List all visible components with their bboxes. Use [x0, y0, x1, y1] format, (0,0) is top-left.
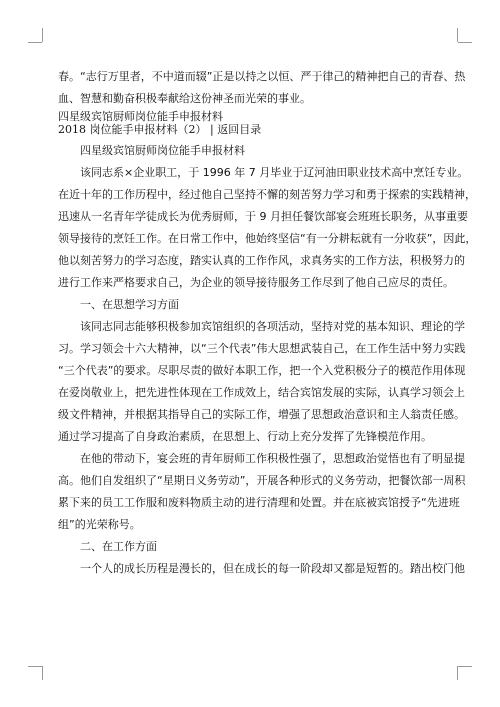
- body-line: 春。“志行万里者，不中道而辍”正是以持之以恒、严于律己的精神把自己的青春、热: [58, 70, 466, 83]
- crop-mark-top-left: [28, 42, 42, 43]
- crop-mark-bottom-left: [28, 666, 42, 667]
- paragraph-line: 在爱岗敬业上，把先进性体现在工作成效上，结合宾馆发展的实际，认真学习领会上: [58, 386, 465, 399]
- paragraph-line: 他以刻苦努力的学习态度，踏实认真的工作作风，求真务实的工作方法，积极努力的: [58, 254, 465, 267]
- body-line: 血、智慧和勤奋积极奉献给这份神圣而光荣的事业。: [58, 92, 311, 105]
- document-heading: 四星级宾馆厨师岗位能手申报材料: [80, 144, 245, 157]
- paragraph-line: 级文件精神，并根据其指导自己的实际工作，增强了思想政治意识和主人翁责任感。: [58, 408, 465, 421]
- nav-title: 2018 岗位能手申报材料（2）: [58, 123, 207, 136]
- crop-mark-top-right: [458, 42, 472, 43]
- paragraph-line: 高。他们自发组织了“星期日义务劳动”，开展各种形式的义务劳动，把餐饮部一周积: [58, 474, 466, 487]
- paragraph-line: 迅速从一名青年学徒成长为优秀厨师，于 9 月担任餐饮部宴会班班长职务，从事重要: [58, 210, 468, 223]
- paragraph-line: 习。学习领会十六大精神，以“三个代表”伟大思想武装自己，在工作生活中努力实践: [58, 342, 466, 355]
- crop-mark-bottom-left: [42, 666, 43, 680]
- crop-mark-top-right: [457, 28, 458, 42]
- title-repeat: 四星级宾馆厨师岗位能手申报材料: [58, 110, 223, 123]
- section-heading: 一、在思想学习方面: [80, 298, 179, 311]
- crop-mark-bottom-right: [458, 666, 472, 667]
- paragraph-line: 在近十年的工作历程中，经过他自己坚持不懈的刻苦努力学习和勇于探索的实践精神，: [58, 188, 476, 201]
- paragraph-line: 在他的带动下，宴会班的青年厨师工作积极性强了，思想政治觉悟也有了明显提: [80, 452, 465, 465]
- paragraph-line: 该同志系×企业职工，于 1996 年 7 月毕业于辽河油田职业技术高中烹饪专业。: [80, 166, 469, 179]
- paragraph-line: 通过学习提高了自身政治素质，在思想上、行动上充分发挥了先锋模范作用。: [58, 430, 432, 443]
- paragraph-line: 一个人的成长历程是漫长的，但在成长的每一阶段却又都是短暂的。踏出校门他: [80, 562, 465, 575]
- paragraph-line: 该同志同志能够积极参加宾馆组织的各项活动，坚持对党的基本知识、理论的学: [80, 320, 465, 333]
- paragraph-line: 进行工作来严格要求自己，为企业的领导接待服务工作尽到了他自己应尽的责任。: [58, 276, 454, 289]
- paragraph-line: 累下来的员工工作服和废料物质主动的进行清理和处置。并在底被宾馆授予“先进班: [58, 496, 460, 509]
- crop-mark-bottom-right: [457, 666, 458, 680]
- paragraph-line: 领导接待的烹饪工作。在日常工作中，他始终坚信“有一分耕耘就有一分收获”，因此，: [58, 232, 477, 245]
- back-to-contents-link[interactable]: 返回目录: [217, 123, 262, 136]
- document-body: [58, 66, 477, 580]
- nav-separator: |: [210, 123, 214, 136]
- paragraph-line: “三个代表”的要求。尽职尽责的做好本职工作，把一个入党积极分子的模范作用体现: [58, 364, 466, 377]
- paragraph-line: 组”的光荣称号。: [58, 518, 141, 531]
- crop-mark-top-left: [42, 28, 43, 42]
- nav-line: [58, 123, 448, 136]
- section-heading: 二、在工作方面: [80, 540, 157, 553]
